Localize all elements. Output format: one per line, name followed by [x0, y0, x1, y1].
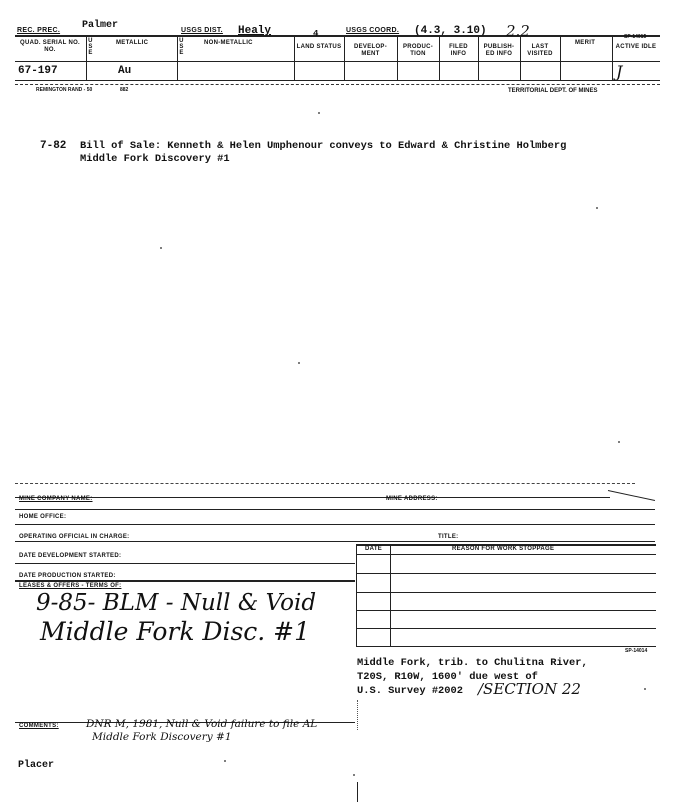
comments-hand-line-1: DNR M, 1981, Null & Void failure to file AL — [86, 718, 318, 730]
entry-line-1: Bill of Sale: Kenneth & Helen Umphenour conveys to Edward & Christine Holmberg — [80, 140, 567, 152]
usgs-dist-label: USGS DIST. — [181, 27, 223, 34]
usgs-dist-value: Healy — [238, 25, 272, 37]
comments-hand-line-2: Middle Fork Discovery #1 — [92, 731, 232, 743]
mine-address-label: MINE ADDRESS: — [386, 496, 438, 502]
col-last-visited: LAST VISITED — [527, 44, 553, 57]
department-label: TERRITORIAL DEPT. OF MINES — [508, 88, 598, 94]
prod-started-label: DATE PRODUCTION STARTED: — [19, 573, 116, 579]
record-metallic: Au — [118, 65, 132, 77]
form-code-2: SP-14014 — [625, 648, 648, 654]
col-development: DEVELOP- MENT — [353, 44, 388, 57]
col-production: PRODUC- TION — [402, 44, 434, 57]
type-label: Placer — [18, 760, 55, 771]
rec-prec-label: REC. PREC. — [17, 27, 61, 34]
col-merit: MERIT — [575, 40, 596, 46]
location-line-3: U.S. Survey #2002 — [357, 685, 464, 697]
location-line-1: Middle Fork, trib. to Chulitna River, — [357, 657, 588, 669]
printer-code: 882 — [120, 87, 129, 93]
leases-label: LEASES & OFFERS - TERMS OF: — [19, 583, 122, 589]
form-code: SP-14015 — [624, 34, 647, 40]
operating-official-label: OPERATING OFFICIAL IN CHARGE: — [19, 534, 130, 540]
location-hand: /SECTION 22 — [478, 680, 581, 698]
entry-date: 7-82 — [40, 140, 67, 152]
record-quad-no: 67-197 — [18, 65, 58, 77]
reason-header: REASON FOR WORK STOPPAGE — [452, 546, 555, 552]
location-line-2: T20S, R10W, 1600' due west of — [357, 671, 538, 683]
col-non-metallic: NON-METALLIC — [204, 40, 253, 46]
col-quad-serial: QUAD. SERIAL NO. NO. — [19, 40, 81, 53]
mine-company-name-label: MINE COMPANY NAME: — [19, 496, 93, 502]
rec-prec-value: Palmer — [82, 20, 119, 31]
col-published-info: PUBLISH- ED INFO — [483, 44, 515, 57]
usgs-dist-num: 4 — [313, 29, 319, 39]
leases-hand-line-1: 9-85- BLM - Null & Void — [36, 590, 317, 616]
col-use-left: U S E — [88, 38, 93, 56]
col-filed-info: FILED INFO — [449, 44, 468, 57]
leases-hand-line-2: Middle Fork Disc. #1 — [40, 617, 311, 646]
dev-started-label: DATE DEVELOPMENT STARTED: — [19, 553, 122, 559]
record-status-hand: J — [616, 62, 623, 81]
col-use-right: U S E — [179, 38, 184, 56]
date-header: DATE — [365, 546, 383, 552]
col-metallic: METALLIC — [116, 40, 149, 46]
usgs-coord-value: (4.3, 3.10) — [414, 25, 487, 37]
col-active-idle: ACTIVE IDLE — [615, 44, 657, 50]
usgs-coord-label: USGS COORD. — [346, 27, 400, 34]
usgs-coord-hand: 2.2 — [506, 22, 530, 40]
col-land-status: LAND STATUS — [296, 44, 342, 50]
home-office-label: HOME OFFICE: — [19, 514, 67, 520]
title-label: TITLE: — [438, 534, 459, 540]
printer-label: REMINGTON RAND - 50 — [36, 87, 93, 93]
comments-label: COMMENTS: — [19, 723, 59, 729]
entry-line-2: Middle Fork Discovery #1 — [80, 153, 230, 165]
